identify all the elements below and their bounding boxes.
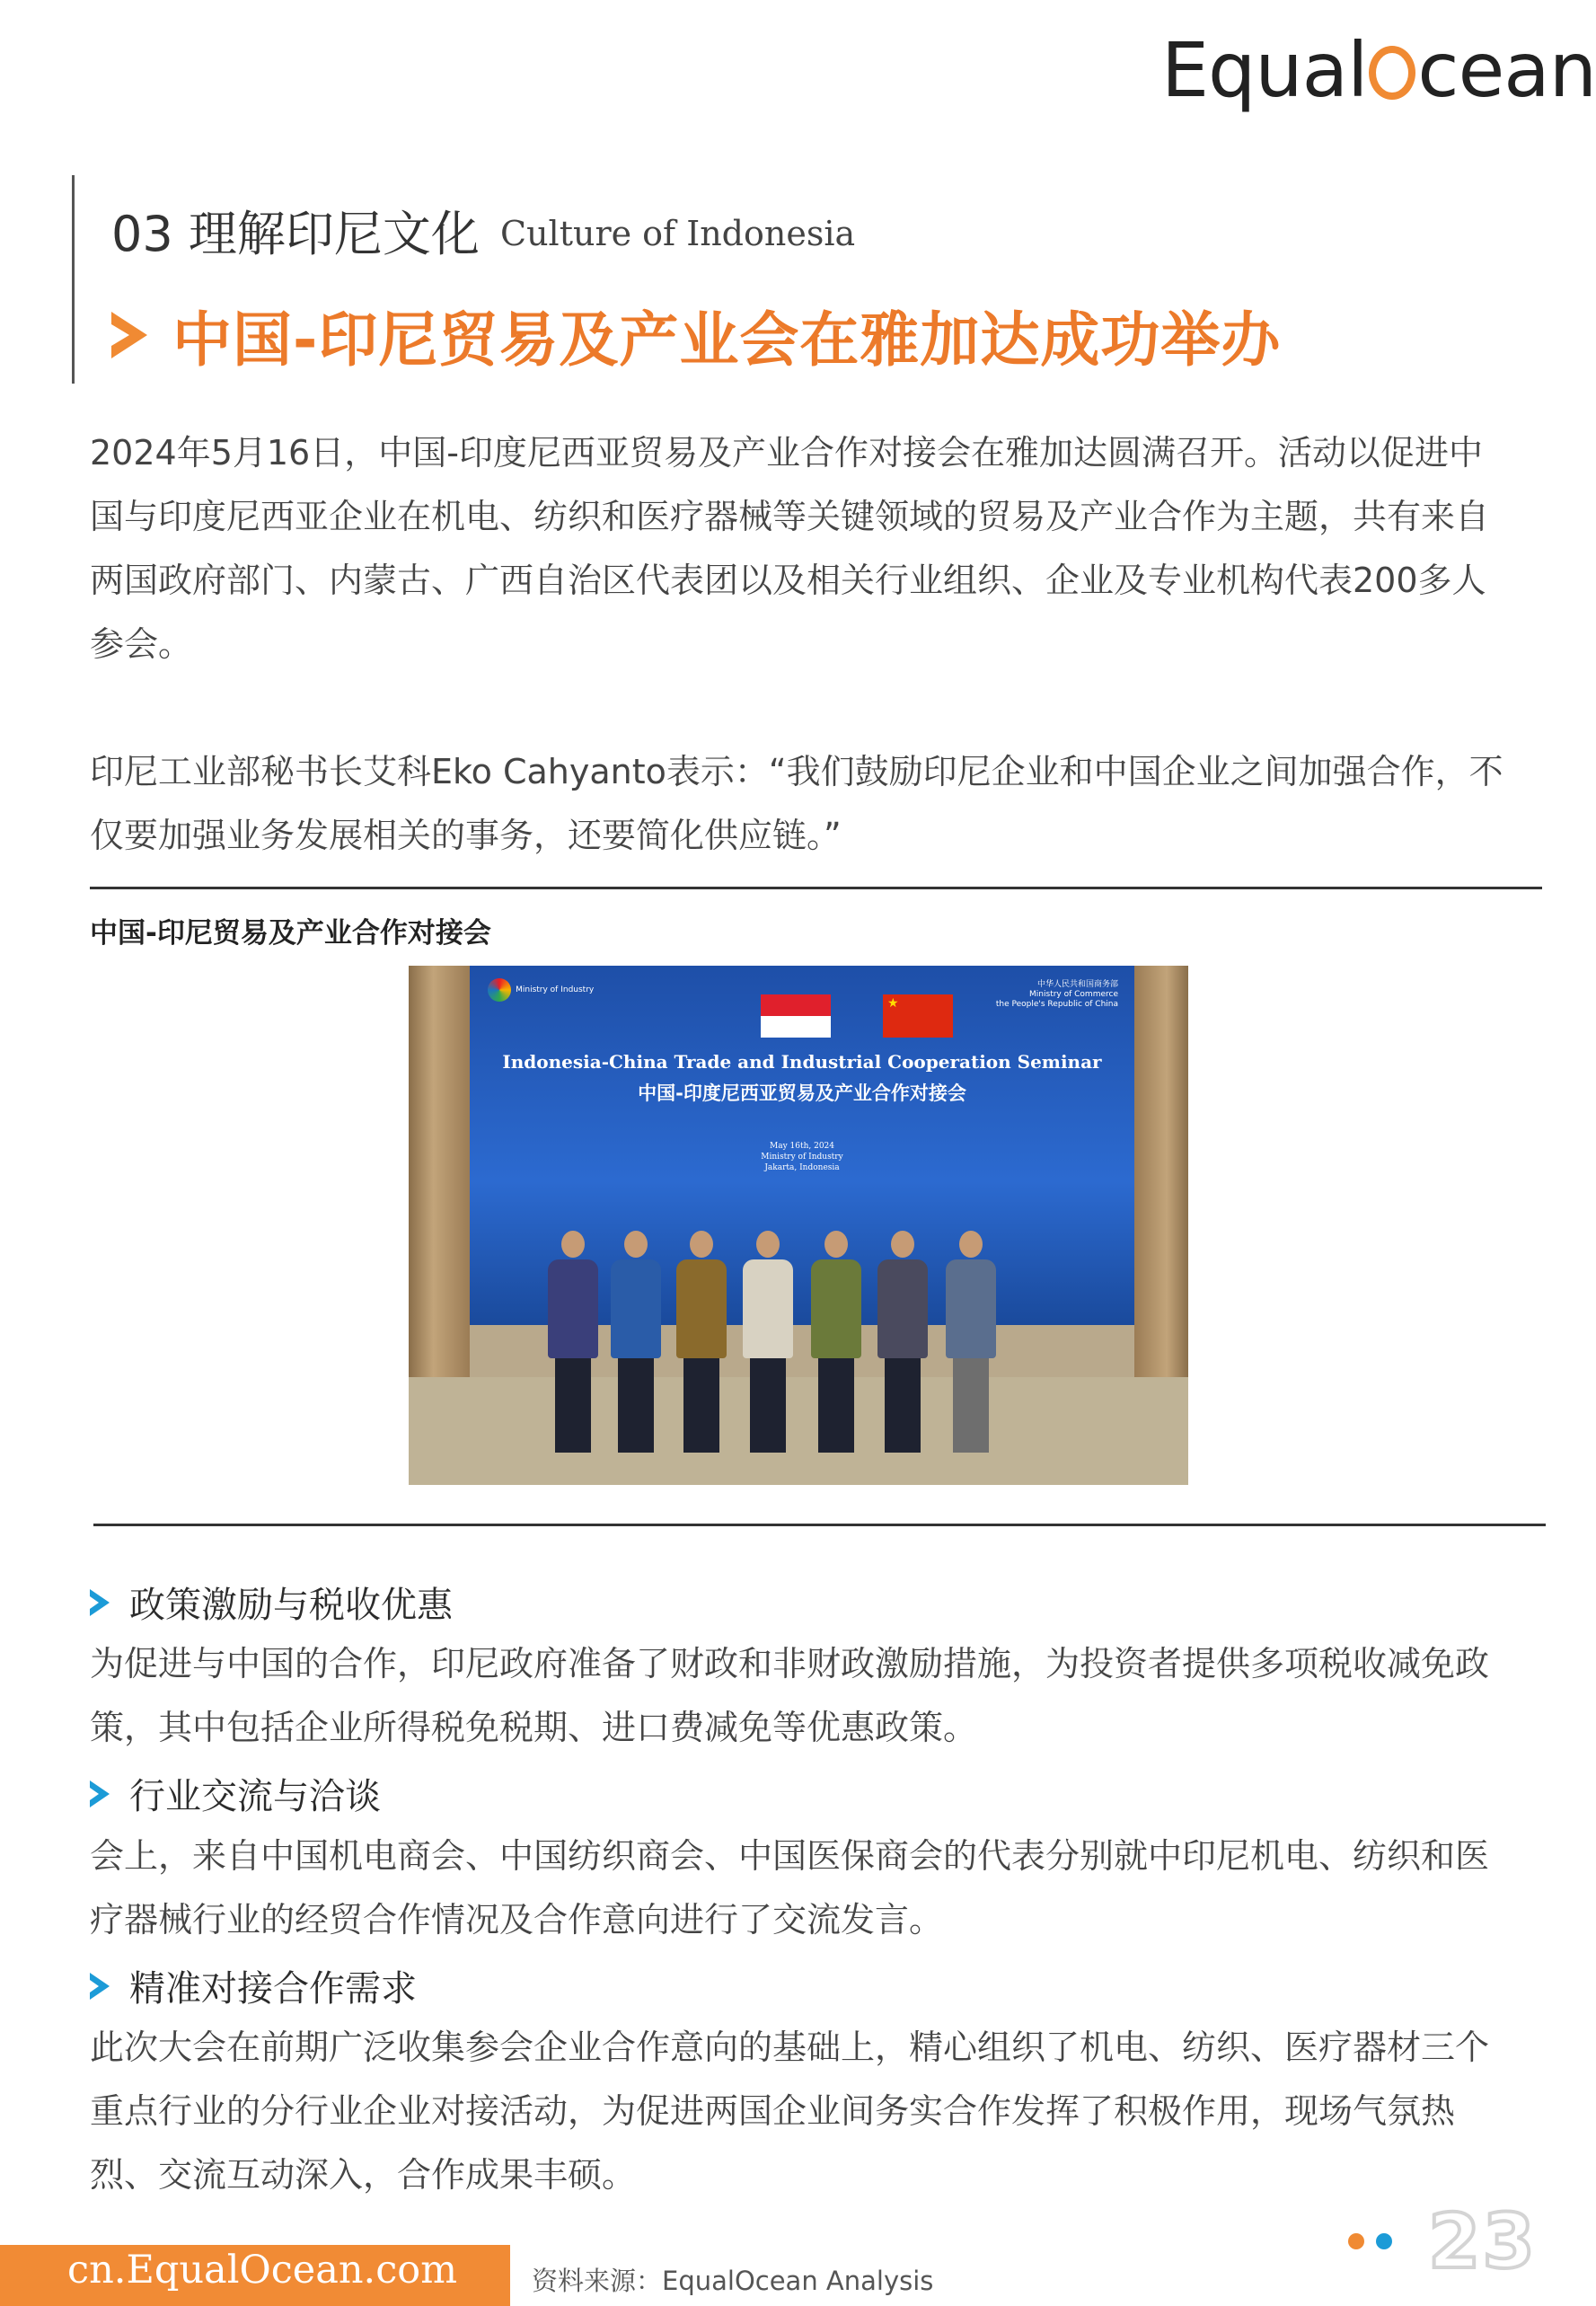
bullet-heading: 行业交流与洽谈	[90, 1768, 381, 1819]
ministry-of-industry-logo: Ministry of Industry	[488, 978, 595, 1014]
mofcom-logo-text: 中华人民共和国商务部 Ministry of Commerce the People's Republic of China	[995, 980, 1118, 1009]
intro-paragraph: 2024年5月16日，中国-印度尼西亚贸易及产业合作对接会在雅加达圆满召开。活动以促进中国与印度尼西亚企业在机电、纺织和医疗器械等关键领域的贸易及产业合作为主题，共有来自两国政府部门、内蒙古、广西自治区代表团以及相关行业组织、企业及专业机构代表200多人参会。	[90, 433, 1490, 664]
bullet-heading: 精准对接合作需求	[90, 1960, 417, 2011]
chevron-right-icon	[90, 1973, 110, 2000]
section-left-rule	[72, 175, 75, 384]
person	[611, 1231, 661, 1453]
bullet-heading: 政策激励与税收优惠	[90, 1577, 453, 1628]
equalocean-logo	[1161, 25, 1596, 115]
headline	[111, 292, 1281, 377]
section-title-en: Culture of Indonesia	[500, 214, 856, 253]
carpet-floor	[409, 1377, 1188, 1485]
section-title: 03 理解印尼文化	[111, 206, 480, 262]
bullet-text: 为促进与中国的合作，印尼政府准备了财政和非财政激励措施，为投资者提供多项税收减免政策，其中包括企业所得税免税期、进口费减免等优惠政策。	[90, 1644, 1490, 1747]
china-flag-icon: ★	[883, 994, 953, 1038]
divider-top	[90, 887, 1542, 889]
indonesia-flag-icon	[761, 994, 831, 1038]
event-photo	[409, 966, 1188, 1485]
orange-dot-icon	[1348, 2233, 1364, 2249]
bullet-text: 此次大会在前期广泛收集参会企业合作意向的基础上，精心组织了机电、纺织、医疗器材三个重点行业的分行业企业对接活动，为促进两国企业间务实合作发挥了积极作用，现场气氛热烈、交流互动深入，合作成果丰硕。	[90, 2028, 1490, 2195]
person	[676, 1231, 727, 1453]
person	[877, 1231, 928, 1453]
divider-bottom	[93, 1524, 1546, 1526]
person	[548, 1231, 598, 1453]
logo-o-ring-icon	[1369, 46, 1415, 100]
footer-source: 资料来源：EqualOcean Analysis	[532, 2266, 934, 2296]
figure-caption: 中国-印尼贸易及产业合作对接会	[90, 917, 491, 950]
person	[811, 1231, 861, 1453]
person	[743, 1231, 793, 1453]
chevron-right-icon	[90, 1780, 110, 1807]
quote-paragraph: 印尼工业部秘书长艾科Eko Cahyanto表示：“我们鼓励印尼企业和中国企业之间加强合作，不仅要加强业务发展相关的事务，还要简化供应链。”	[90, 752, 1503, 855]
screen-title-en: Indonesia-China Trade and Industrial Cooperation Seminar	[502, 1051, 1102, 1073]
chevron-right-icon	[111, 312, 147, 358]
screen-title-zh: 中国-印度尼西亚贸易及产业合作对接会	[638, 1082, 966, 1104]
chevron-right-icon	[90, 1589, 110, 1616]
headline-text: 中国-印尼贸易及产业会在雅加达成功举办	[172, 305, 1282, 375]
screen-date: May 16th, 2024 Ministry of Industry Jakarta, Indonesia	[761, 1142, 843, 1172]
person	[946, 1231, 996, 1453]
blue-dot-icon	[1376, 2233, 1392, 2249]
footer-url-link[interactable]: cn.EqualOcean.com	[67, 2248, 457, 2293]
bullet-text: 会上，来自中国机电商会、中国纺织商会、中国医保商会的代表分别就中印尼机电、纺织和医疗器械行业的经贸合作情况及合作意向进行了交流发言。	[90, 1836, 1490, 1939]
logo-text-equal: Equal	[1160, 26, 1368, 114]
page-number: 23	[1428, 2197, 1537, 2285]
logo-text-cean: cean	[1417, 26, 1596, 114]
